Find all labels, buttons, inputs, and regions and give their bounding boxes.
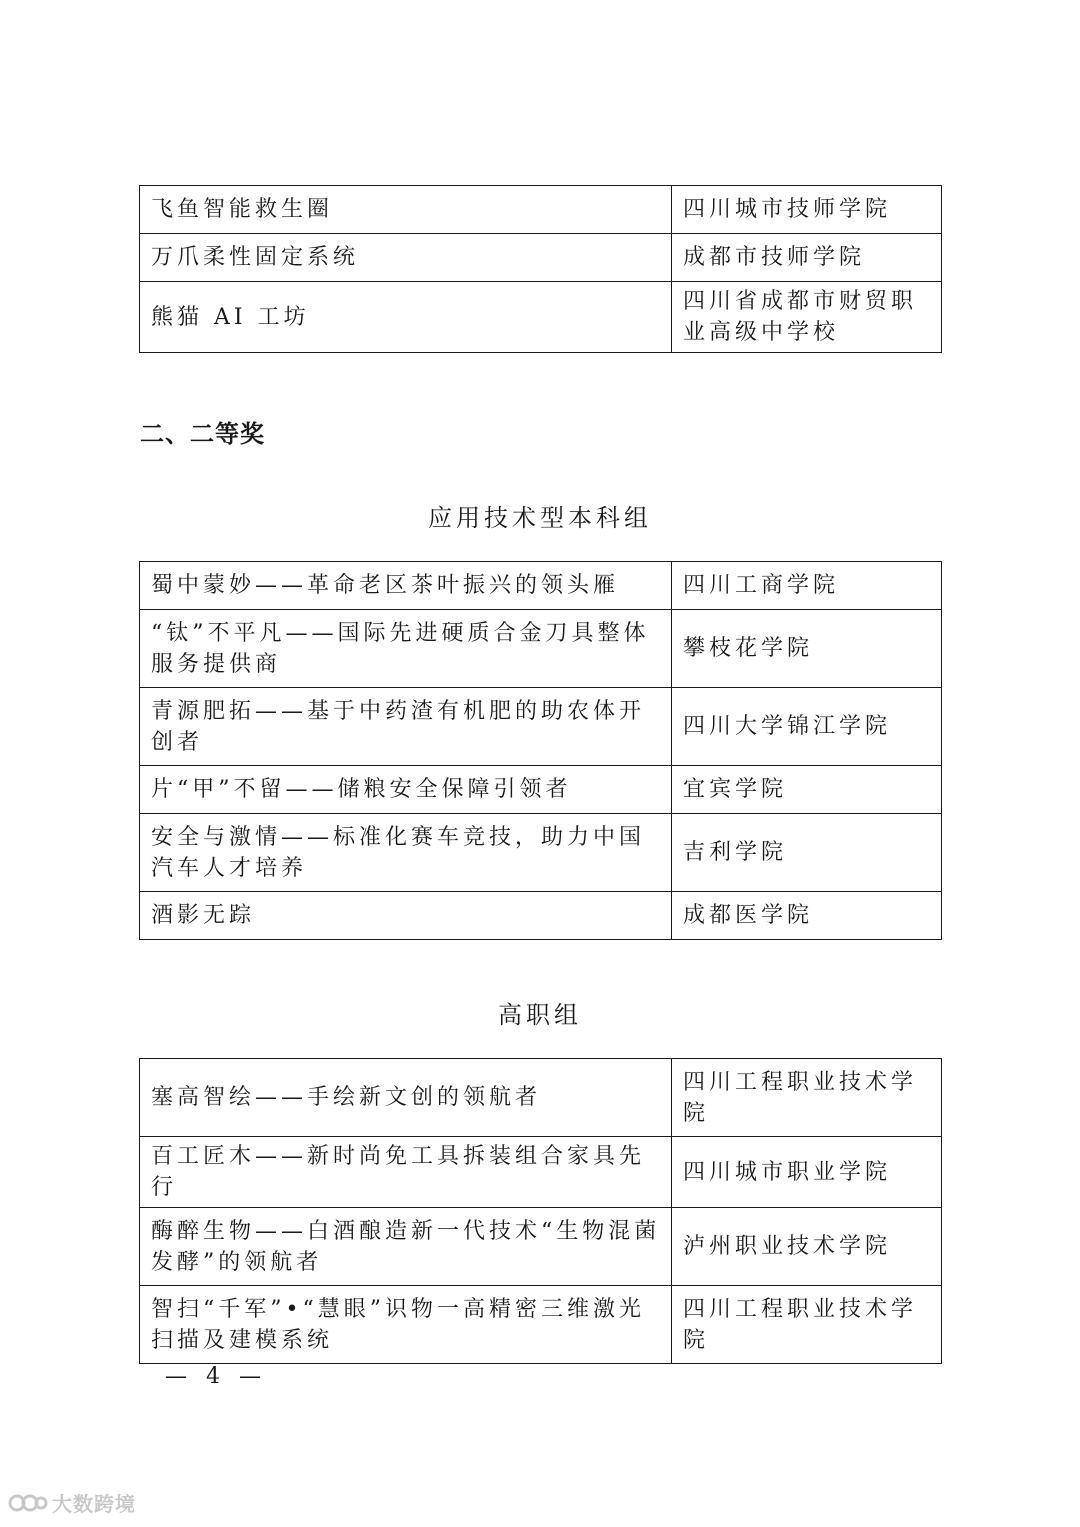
table-row	[140, 814, 942, 892]
award-table-top	[139, 185, 942, 353]
section-heading: 二、二等奖	[140, 420, 265, 448]
table-row	[140, 892, 942, 940]
project-cell: 蜀中蒙妙——革命老区茶叶振兴的领头雁	[140, 562, 672, 610]
award-table-undergrad	[139, 561, 942, 940]
project-cell: 酶醉生物——白酒酿造新一代技术“生物混菌发酵”的领航者	[140, 1208, 672, 1286]
school-cell: 宜宾学院	[672, 766, 942, 814]
project-cell: 熊猫 AI 工坊	[140, 282, 672, 353]
school-cell: 四川工程职业技术学院	[672, 1059, 942, 1137]
table-row	[140, 766, 942, 814]
school-cell: 四川工商学院	[672, 562, 942, 610]
table-row	[140, 1137, 942, 1208]
school-cell: 吉利学院	[672, 814, 942, 892]
table-row	[140, 186, 942, 234]
table-row	[140, 610, 942, 688]
watermark-logo-icon	[8, 1491, 48, 1515]
table-row	[140, 1208, 942, 1286]
project-cell: 万爪柔性固定系统	[140, 234, 672, 282]
school-cell: 四川工程职业技术学院	[672, 1286, 942, 1364]
table-row	[140, 234, 942, 282]
watermark	[8, 1488, 136, 1517]
watermark-text: 大数跨境	[52, 1492, 136, 1516]
school-cell: 四川省成都市财贸职业高级中学校	[672, 282, 942, 353]
project-cell: 飞鱼智能救生圈	[140, 186, 672, 234]
table-row	[140, 282, 942, 353]
project-cell: “钛”不平凡——国际先进硬质合金刀具整体服务提供商	[140, 610, 672, 688]
project-cell: 青源肥拓——基于中药渣有机肥的助农体开创者	[140, 688, 672, 766]
table-row	[140, 1059, 942, 1137]
project-cell: 智扫“千军”•“慧眼”识物一高精密三维激光扫描及建模系统	[140, 1286, 672, 1364]
project-cell: 塞高智绘——手绘新文创的领航者	[140, 1059, 672, 1137]
school-cell: 四川城市技师学院	[672, 186, 942, 234]
school-cell: 泸州职业技术学院	[672, 1208, 942, 1286]
school-cell: 攀枝花学院	[672, 610, 942, 688]
table-row	[140, 562, 942, 610]
project-cell: 片“甲”不留——储粮安全保障引领者	[140, 766, 672, 814]
project-cell: 百工匠木——新时尚免工具拆装组合家具先行	[140, 1137, 672, 1208]
school-cell: 成都医学院	[672, 892, 942, 940]
table-row	[140, 1286, 942, 1364]
school-cell: 四川城市职业学院	[672, 1137, 942, 1208]
group-title-vocational: 高职组	[498, 1001, 582, 1029]
project-cell: 酒影无踪	[140, 892, 672, 940]
page-number: — 4 —	[165, 1364, 267, 1389]
school-cell: 四川大学锦江学院	[672, 688, 942, 766]
project-cell: 安全与激情——标准化赛车竞技，助力中国汽车人才培养	[140, 814, 672, 892]
award-table-vocational	[139, 1058, 942, 1364]
group-title-undergrad: 应用技术型本科组	[428, 504, 652, 532]
school-cell: 成都市技师学院	[672, 234, 942, 282]
table-row	[140, 688, 942, 766]
